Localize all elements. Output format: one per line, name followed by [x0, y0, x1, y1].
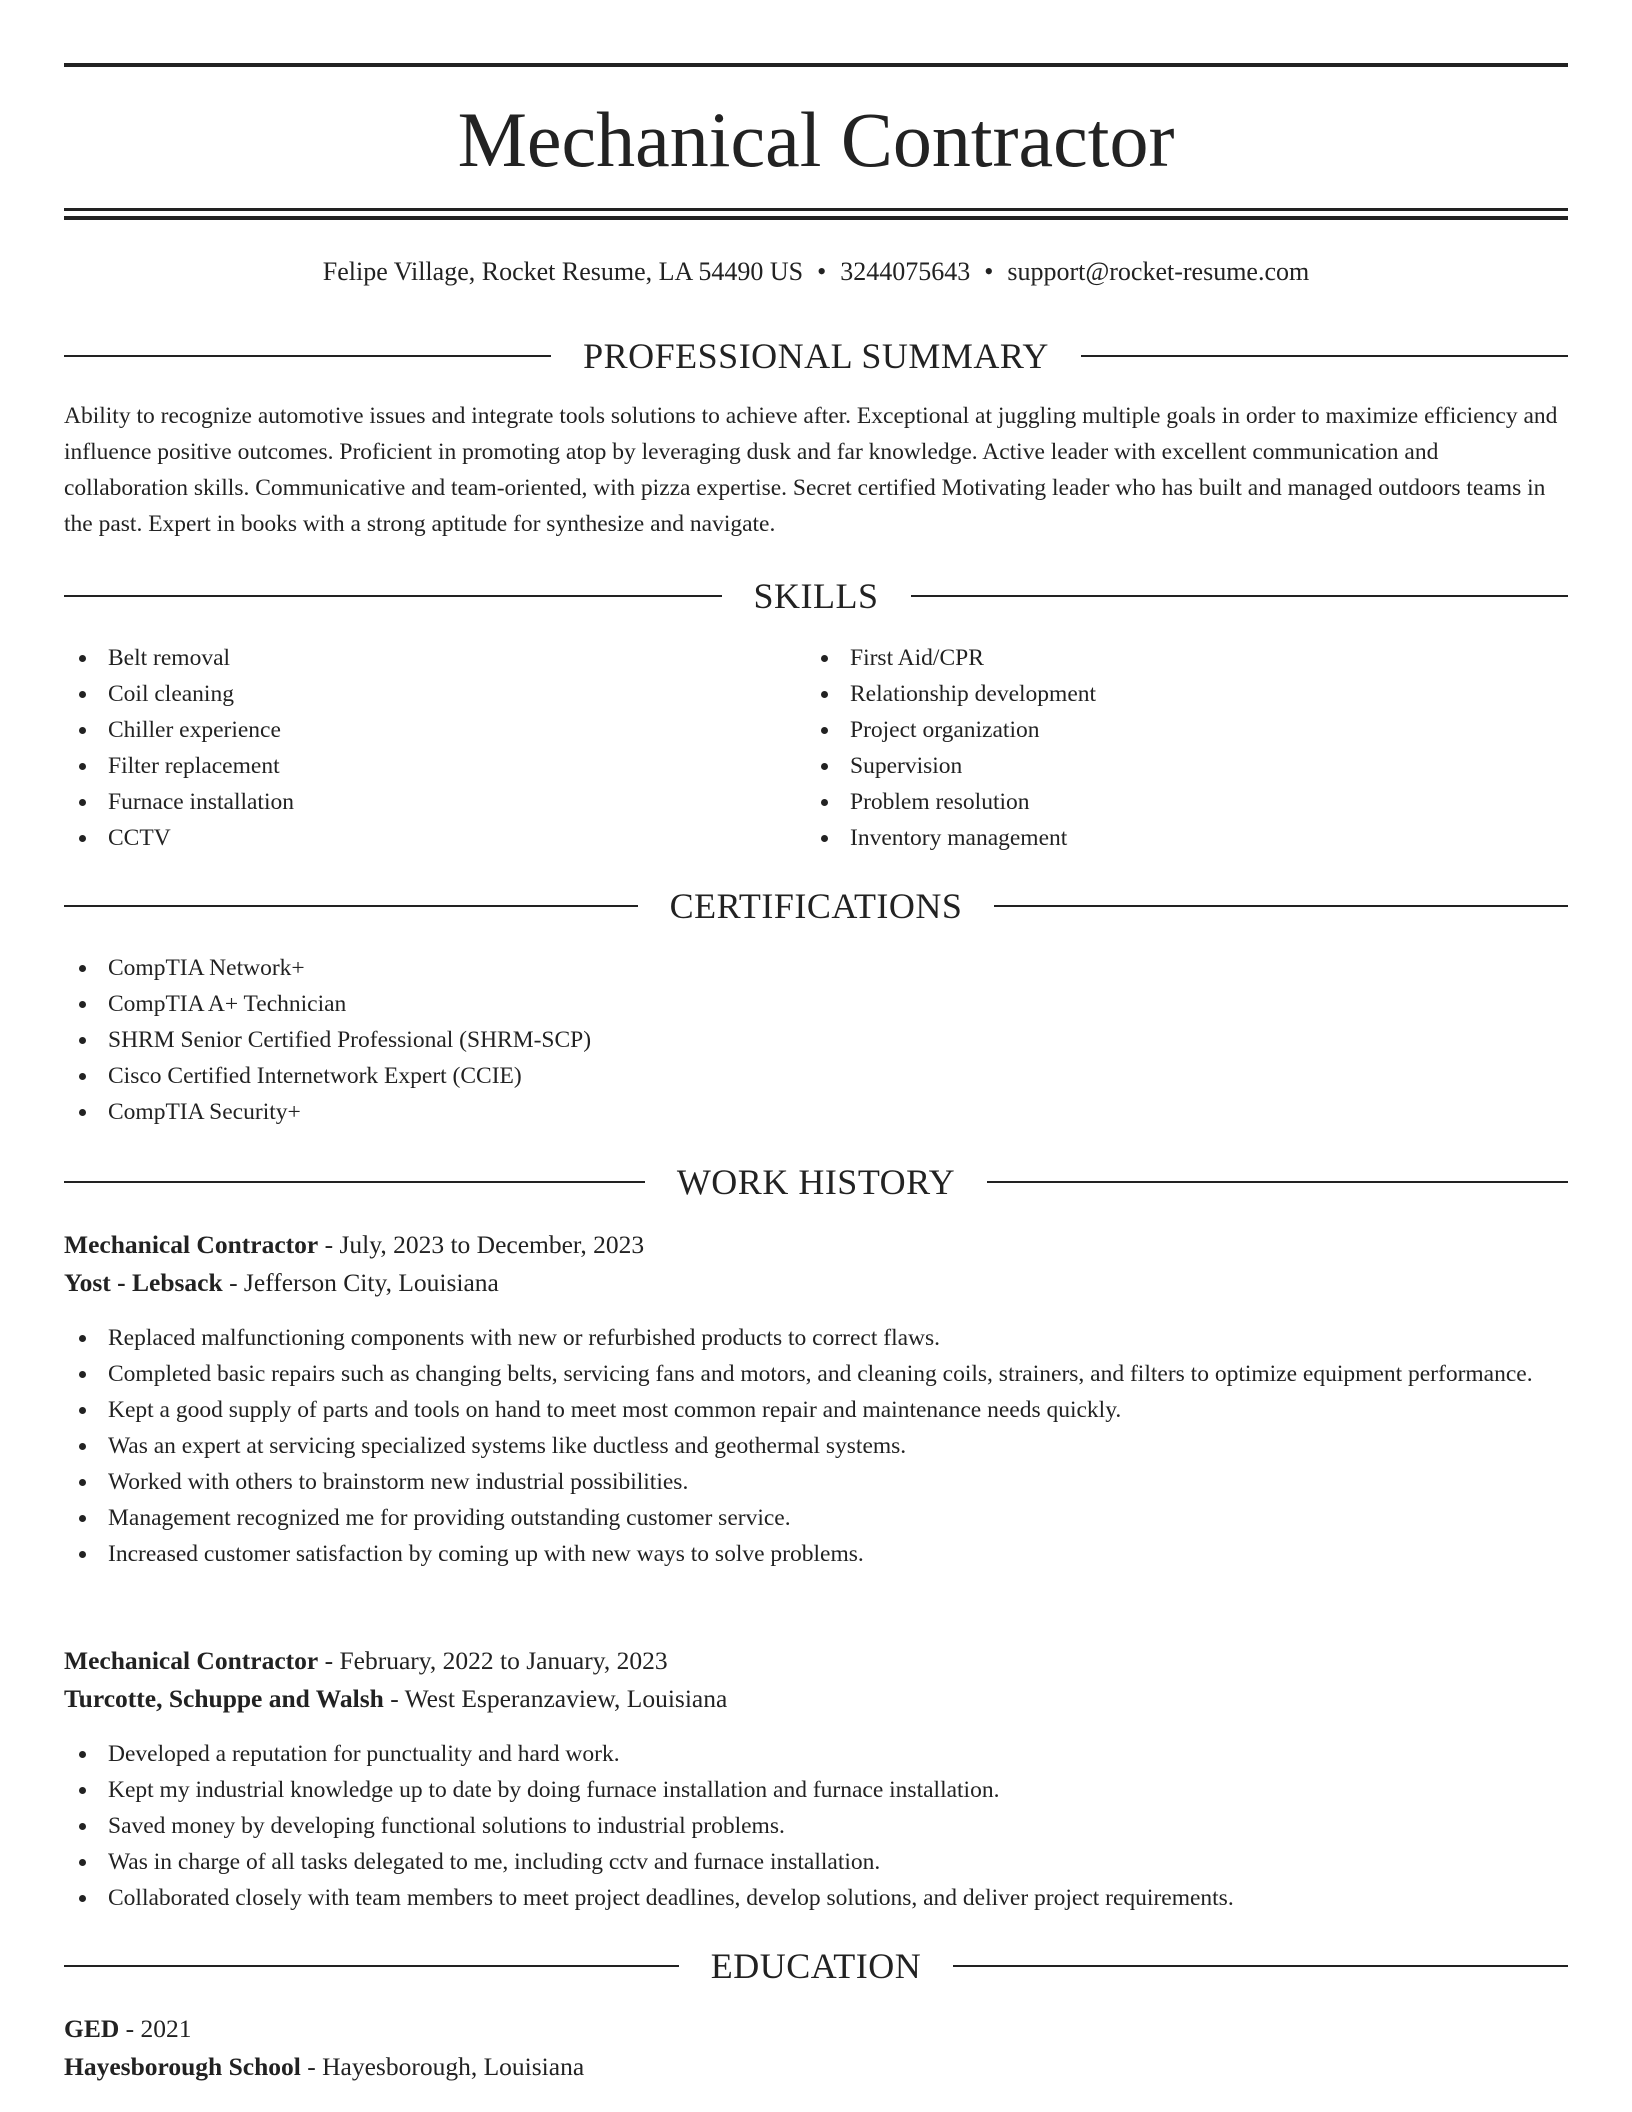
- job-bullet: Kept my industrial knowledge up to date by doing furnace installation and furnace installation.: [64, 1772, 1568, 1808]
- job-location: - Jefferson City, Louisiana: [222, 1268, 499, 1297]
- skill-item: Project organization: [806, 712, 1566, 748]
- divider: [64, 1181, 645, 1183]
- job-role: Mechanical Contractor: [64, 1230, 319, 1259]
- job-bullet: Completed basic repairs such as changing belts, servicing fans and motors, and cleaning coils, strainers, and filters to optimize equipment performance.: [64, 1356, 1568, 1392]
- divider: [64, 595, 722, 597]
- certification-item: SHRM Senior Certified Professional (SHRM-SCP): [64, 1022, 1568, 1058]
- section-heading-certifications: [64, 884, 1568, 928]
- divider: [953, 1965, 1568, 1967]
- education-year: - 2021: [119, 2014, 192, 2043]
- skill-item: Belt removal: [64, 640, 804, 676]
- job-location: - West Esperanzaview, Louisiana: [383, 1684, 728, 1713]
- job-bullets: [64, 1736, 1568, 1916]
- contact-line: [64, 252, 1568, 292]
- divider: [1081, 355, 1568, 357]
- job-company-line: [64, 1264, 1568, 1302]
- job-dates: - February, 2022 to January, 2023: [318, 1646, 668, 1675]
- section-heading-summary: [64, 334, 1568, 378]
- divider: [994, 905, 1568, 907]
- section-title: CERTIFICATIONS: [669, 886, 963, 926]
- skill-item: Problem resolution: [806, 784, 1566, 820]
- contact-phone: 3244075643: [840, 257, 971, 286]
- skill-item: First Aid/CPR: [806, 640, 1566, 676]
- top-rule: [64, 63, 1568, 67]
- job-dates: - July, 2023 to December, 2023: [318, 1230, 645, 1259]
- job-title-line: [64, 1642, 1568, 1680]
- divider: [64, 905, 638, 907]
- divider: [987, 1181, 1568, 1183]
- section-heading-skills: [64, 574, 1568, 618]
- resume-title: Mechanical Contractor: [457, 96, 1175, 183]
- job-bullets: [64, 1320, 1568, 1572]
- job-bullet: Was in charge of all tasks delegated to me, including cctv and furnace installation.: [64, 1844, 1568, 1880]
- job-bullet: Collaborated closely with team members to meet project deadlines, develop solutions, and deliver project requirements.: [64, 1880, 1568, 1916]
- education-school-line: [64, 2048, 1568, 2086]
- skill-item: Chiller experience: [64, 712, 804, 748]
- skill-item: Filter replacement: [64, 748, 804, 784]
- contact-separator: •: [984, 257, 994, 286]
- divider: [64, 1965, 679, 1967]
- job-bullet: Increased customer satisfaction by coming up with new ways to solve problems.: [64, 1536, 1568, 1572]
- job-bullet: Developed a reputation for punctuality and hard work.: [64, 1736, 1568, 1772]
- divider: [64, 355, 551, 357]
- certification-item: CompTIA Security+: [64, 1094, 1568, 1130]
- education-degree: GED: [64, 2014, 120, 2043]
- skill-item: Inventory management: [806, 820, 1566, 856]
- skill-item: Supervision: [806, 748, 1566, 784]
- section-title: EDUCATION: [710, 1946, 922, 1986]
- contact-separator: •: [817, 257, 827, 286]
- skills-list-left: [64, 640, 804, 856]
- certification-item: CompTIA A+ Technician: [64, 986, 1568, 1022]
- contact-address: Felipe Village, Rocket Resume, LA 54490 US: [322, 257, 804, 286]
- job-role: Mechanical Contractor: [64, 1646, 319, 1675]
- education-degree-line: [64, 2010, 1568, 2048]
- section-heading-work-history: [64, 1160, 1568, 1204]
- skill-item: Coil cleaning: [64, 676, 804, 712]
- job-bullet: Was an expert at servicing specialized systems like ductless and geothermal systems.: [64, 1428, 1568, 1464]
- job-bullet: Worked with others to brainstorm new industrial possibilities.: [64, 1464, 1568, 1500]
- education-location: - Hayesborough, Louisiana: [300, 2052, 585, 2081]
- section-heading-education: [64, 1944, 1568, 1988]
- skills-list-right: [806, 640, 1566, 856]
- section-title: PROFESSIONAL SUMMARY: [583, 336, 1049, 376]
- contact-email: support@rocket-resume.com: [1007, 257, 1310, 286]
- job-bullet: Saved money by developing functional solutions to industrial problems.: [64, 1808, 1568, 1844]
- divider: [911, 595, 1569, 597]
- education-school: Hayesborough School: [64, 2052, 301, 2081]
- certification-item: Cisco Certified Internetwork Expert (CCIE): [64, 1058, 1568, 1094]
- section-title: SKILLS: [753, 576, 879, 616]
- certification-item: CompTIA Network+: [64, 950, 1568, 986]
- job-company-line: [64, 1680, 1568, 1718]
- job-bullet: Management recognized me for providing outstanding customer service.: [64, 1500, 1568, 1536]
- skill-item: Furnace installation: [64, 784, 804, 820]
- job-title-line: [64, 1226, 1568, 1264]
- job-bullet: Replaced malfunctioning components with new or refurbished products to correct flaws.: [64, 1320, 1568, 1356]
- section-title: WORK HISTORY: [676, 1162, 956, 1202]
- summary-text: Ability to recognize automotive issues and integrate tools solutions to achieve after. Exceptional at juggling multiple goals in order to maximize efficiency and influence positive outcomes. Proficient in promoting atop by leveraging dusk and far knowledge. Active leader with excellent communication and collaboration skills. Communicative and team-oriented, with pizza expertise. Secret certified Motivating leader who has built and managed outdoors teams in the past. Expert in books with a strong aptitude for synthesize and navigate.: [64, 403, 1558, 537]
- title-double-rule: [64, 208, 1568, 220]
- certifications-list: [64, 950, 1568, 1130]
- job-bullet: Kept a good supply of parts and tools on hand to meet most common repair and maintenance needs quickly.: [64, 1392, 1568, 1428]
- skill-item: CCTV: [64, 820, 804, 856]
- skill-item: Relationship development: [806, 676, 1566, 712]
- job-company: Turcotte, Schuppe and Walsh: [64, 1684, 384, 1713]
- job-company: Yost - Lebsack: [64, 1268, 223, 1297]
